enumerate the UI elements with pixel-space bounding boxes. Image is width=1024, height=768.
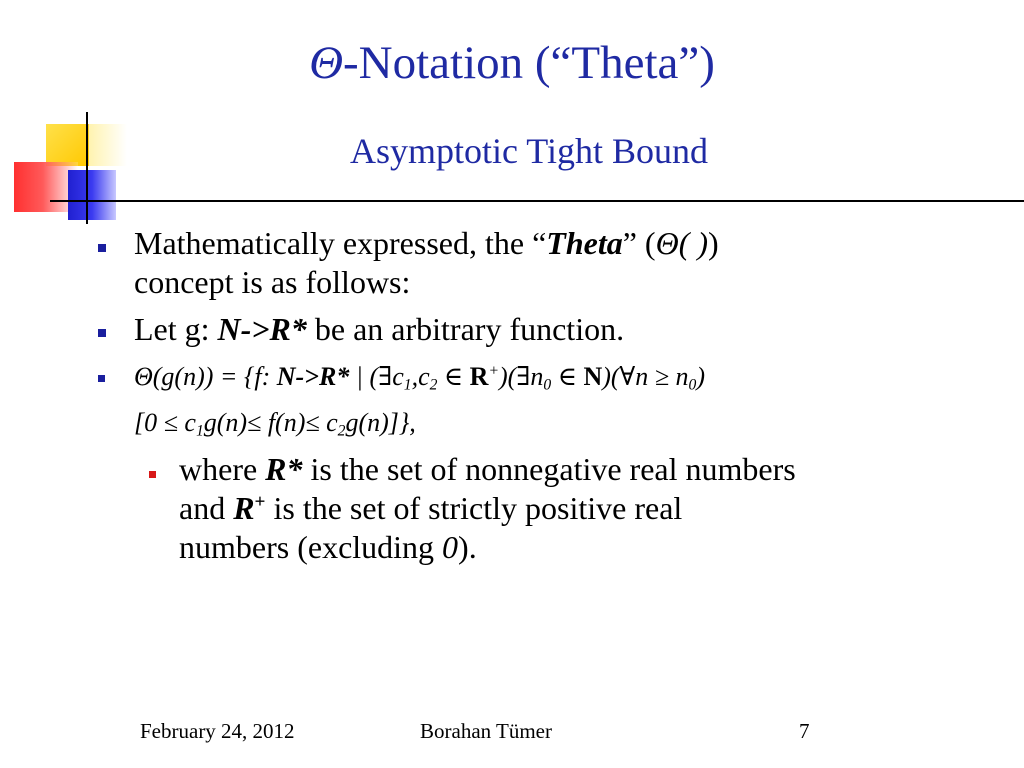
formula-part: Θ(g(n)) = {f: [134, 362, 277, 391]
footer-author: Borahan Tümer [420, 719, 552, 743]
footer-page-number: 7 [799, 719, 810, 743]
sub-bullet-superscript: + [254, 491, 266, 513]
title-theta-symbol: Θ [309, 37, 344, 89]
formula-line-2 [134, 408, 416, 438]
formula-subscript: 2 [337, 422, 346, 440]
bullet-marker [98, 375, 105, 382]
sub-bullet-line-3 [179, 529, 477, 566]
bullet-1-line-1 [134, 225, 719, 262]
formula-subscript: 0 [543, 376, 552, 394]
sub-bullet-line-2 [179, 490, 682, 527]
formula-part: R [469, 362, 489, 391]
sub-bullet-text: ). [458, 529, 477, 565]
formula-subscript: 2 [429, 376, 438, 394]
bullet-2-text-end: be an arbitrary function. [306, 311, 625, 347]
decor-horizontal-line [50, 200, 1024, 202]
decor-blue-square [68, 170, 116, 220]
formula-part: ∈ [437, 362, 470, 391]
title-text: -Notation (“Theta”) [343, 37, 715, 89]
sub-bullet-line-1 [179, 451, 796, 488]
bullet-1-line-2: concept is as follows: [134, 264, 411, 300]
bullet-1-text-end: ) [708, 225, 719, 261]
bullet-2 [134, 311, 624, 348]
formula-part: g(n)≤ f(n)≤ c [203, 408, 338, 437]
sub-bullet-text: and [179, 490, 234, 526]
formula-part: ,c [411, 362, 430, 391]
formula-part: | (∃c [349, 362, 404, 391]
bullet-marker [98, 329, 106, 337]
formula-part: N [583, 362, 603, 391]
sub-bullet-text: numbers (excluding [179, 529, 443, 565]
formula-subscript: 0 [688, 376, 697, 394]
formula-superscript: + [488, 362, 499, 380]
formula-subscript: 1 [403, 376, 412, 394]
sub-bullet-math: 0 [442, 529, 459, 565]
bullet-1-theta-word: Theta [546, 225, 623, 261]
formula-line-1 [134, 362, 705, 392]
bullet-marker [98, 244, 106, 252]
formula-subscript: 1 [195, 422, 204, 440]
formula-part: )(∀n ≥ n [602, 362, 689, 391]
formula-part: N->R* [276, 362, 350, 391]
bullet-1-text: Mathematically expressed, the “ [134, 225, 547, 261]
slide-title [0, 36, 1024, 90]
bullet-1-text-mid: ” ( [622, 225, 656, 261]
bullet-1-theta-symbol: Θ( ) [655, 225, 708, 261]
formula-part: )(∃n [498, 362, 544, 391]
bullet-2-math: N->R* [217, 311, 307, 347]
formula-part: [0 ≤ c [134, 408, 196, 437]
formula-part: ∈ [551, 362, 584, 391]
bullet-2-text: Let g: [134, 311, 218, 347]
formula-part: g(n)]}, [345, 408, 416, 437]
sub-bullet-math: R* [265, 451, 303, 487]
sub-bullet-text: is the set of nonnegative real numbers [302, 451, 796, 487]
formula-part: ) [696, 362, 705, 391]
sub-bullet-marker [149, 471, 156, 478]
sub-bullet-text: is the set of strictly positive real [265, 490, 683, 526]
sub-bullet-text: where [179, 451, 266, 487]
slide-subtitle: Asymptotic Tight Bound [349, 131, 709, 171]
sub-bullet-math: R [233, 490, 255, 526]
footer-date: February 24, 2012 [140, 719, 295, 743]
